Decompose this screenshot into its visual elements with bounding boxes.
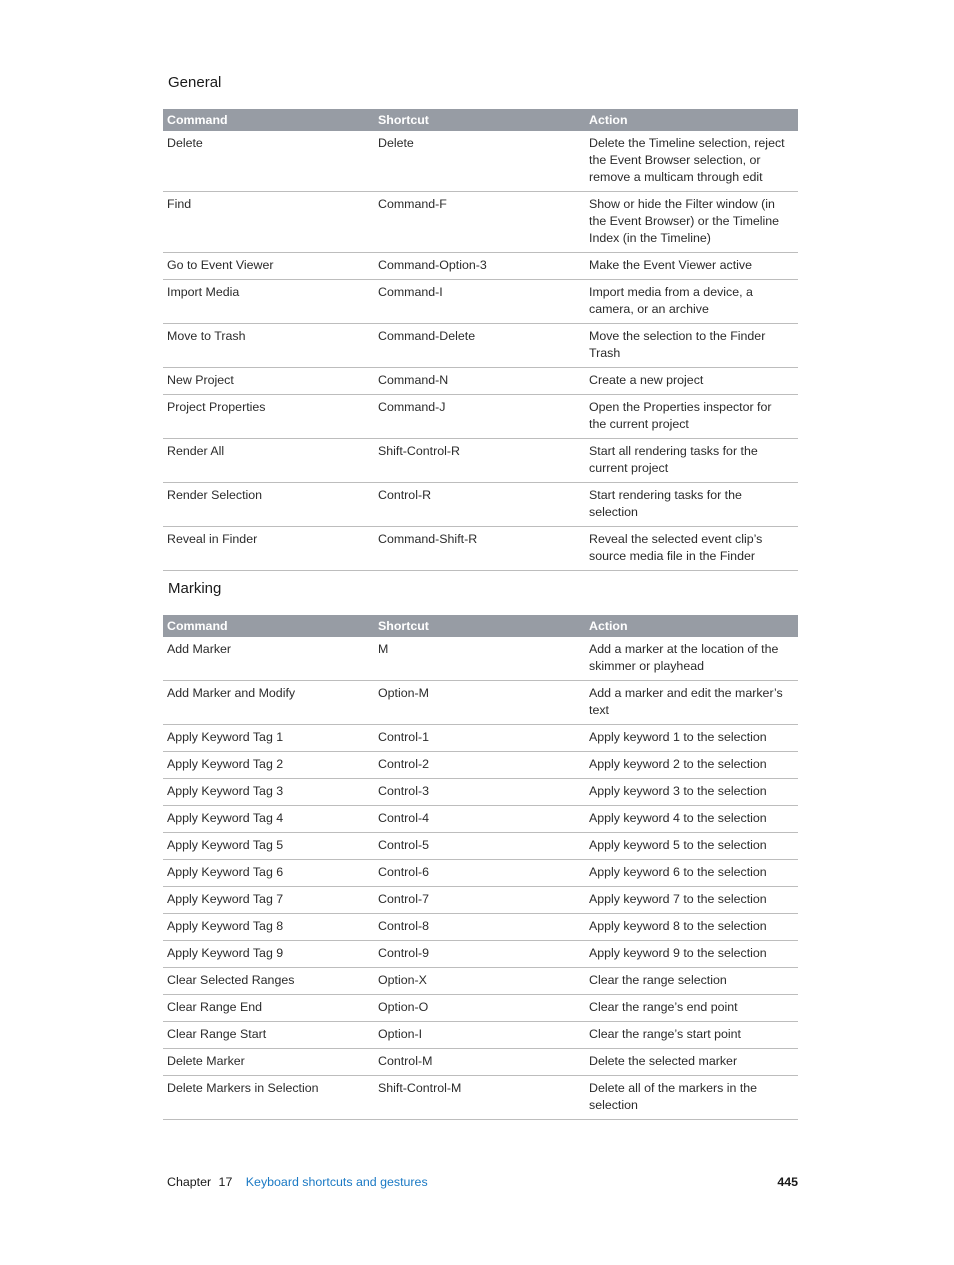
table-row [163,779,798,806]
table-row [163,681,798,725]
column-header-shortcut: Shortcut [374,615,585,637]
table-row [163,439,798,483]
command-cell: Apply Keyword Tag 8 [163,914,374,941]
action-cell: Apply keyword 5 to the selection [585,833,798,860]
marking-section [163,578,798,1120]
action-cell: Apply keyword 3 to the selection [585,779,798,806]
shortcut-cell: Control-7 [374,887,585,914]
action-cell: Apply keyword 2 to the selection [585,752,798,779]
shortcut-cell: Control-8 [374,914,585,941]
general-table-body [163,131,798,571]
general-section [163,72,798,571]
command-cell: Apply Keyword Tag 1 [163,725,374,752]
table-row [163,280,798,324]
action-cell: Start all rendering tasks for the current project [585,439,798,483]
chapter-title-link[interactable]: Keyboard shortcuts and gestures [245,1175,428,1189]
command-cell: Apply Keyword Tag 7 [163,887,374,914]
shortcut-cell: Shift-Control-R [374,439,585,483]
table-row [163,914,798,941]
action-cell: Apply keyword 9 to the selection [585,941,798,968]
command-cell: Delete Markers in Selection [163,1076,374,1120]
shortcut-cell: Command-N [374,368,585,395]
shortcut-cell: Control-5 [374,833,585,860]
action-cell: Apply keyword 7 to the selection [585,887,798,914]
action-cell: Move the selection to the Finder Trash [585,324,798,368]
action-cell: Show or hide the Filter window (in the Event Browser) or the Timeline Index (in the Timeline) [585,192,798,253]
action-cell: Open the Properties inspector for the current project [585,395,798,439]
table-row [163,887,798,914]
shortcut-cell: Command-Shift-R [374,527,585,571]
command-cell: Apply Keyword Tag 4 [163,806,374,833]
command-cell: Apply Keyword Tag 9 [163,941,374,968]
table-row [163,1049,798,1076]
table-row [163,860,798,887]
shortcut-cell: Command-F [374,192,585,253]
command-cell: Delete Marker [163,1049,374,1076]
action-cell: Apply keyword 6 to the selection [585,860,798,887]
marking-shortcuts-table [163,615,798,1120]
shortcut-cell: Command-J [374,395,585,439]
shortcut-cell: Control-6 [374,860,585,887]
table-header-row [163,109,798,131]
table-row [163,368,798,395]
command-cell: Delete [163,131,374,192]
shortcut-cell: Shift-Control-M [374,1076,585,1120]
command-cell: Apply Keyword Tag 6 [163,860,374,887]
action-cell: Add a marker at the location of the skimmer or playhead [585,637,798,681]
command-cell: Import Media [163,280,374,324]
action-cell: Add a marker and edit the marker’s text [585,681,798,725]
shortcut-cell: Control-4 [374,806,585,833]
command-cell: Go to Event Viewer [163,253,374,280]
section-title: General [168,74,222,91]
action-cell: Apply keyword 4 to the selection [585,806,798,833]
shortcut-cell: Control-1 [374,725,585,752]
table-row [163,968,798,995]
action-cell: Import media from a device, a camera, or an archive [585,280,798,324]
table-row [163,833,798,860]
action-cell: Apply keyword 8 to the selection [585,914,798,941]
column-header-shortcut: Shortcut [374,109,585,131]
command-cell: Apply Keyword Tag 5 [163,833,374,860]
command-cell: Find [163,192,374,253]
command-cell: New Project [163,368,374,395]
shortcut-cell: Control-3 [374,779,585,806]
action-cell: Clear the range’s end point [585,995,798,1022]
table-row [163,637,798,681]
marking-table-body [163,637,798,1120]
table-row [163,192,798,253]
table-row [163,253,798,280]
table-header-row [163,615,798,637]
shortcut-cell: M [374,637,585,681]
action-cell: Clear the range’s start point [585,1022,798,1049]
shortcut-cell: Option-O [374,995,585,1022]
table-row [163,725,798,752]
action-cell: Reveal the selected event clip’s source media file in the Finder [585,527,798,571]
table-row [163,941,798,968]
command-cell: Clear Range Start [163,1022,374,1049]
command-cell: Clear Range End [163,995,374,1022]
chapter-label: Chapter [167,1175,212,1189]
shortcut-cell: Command-I [374,280,585,324]
table-row [163,527,798,571]
table-row [163,806,798,833]
table-row [163,131,798,192]
table-row [163,395,798,439]
action-cell: Start rendering tasks for the selection [585,483,798,527]
command-cell: Reveal in Finder [163,527,374,571]
page-footer [167,1172,798,1192]
table-row [163,995,798,1022]
command-cell: Apply Keyword Tag 3 [163,779,374,806]
chapter-number: 17 [218,1175,233,1189]
page-number: 445 [777,1175,798,1189]
command-cell: Project Properties [163,395,374,439]
action-cell: Delete the selected marker [585,1049,798,1076]
shortcut-cell: Control-9 [374,941,585,968]
column-header-command: Command [163,109,374,131]
column-header-command: Command [163,615,374,637]
action-cell: Delete all of the markers in the selection [585,1076,798,1120]
shortcut-cell: Option-M [374,681,585,725]
shortcut-cell: Control-M [374,1049,585,1076]
shortcut-cell: Option-I [374,1022,585,1049]
command-cell: Add Marker [163,637,374,681]
table-row [163,324,798,368]
action-cell: Create a new project [585,368,798,395]
table-row [163,483,798,527]
shortcut-cell: Command-Option-3 [374,253,585,280]
column-header-action: Action [585,109,798,131]
action-cell: Clear the range selection [585,968,798,995]
command-cell: Clear Selected Ranges [163,968,374,995]
shortcut-cell: Option-X [374,968,585,995]
general-shortcuts-table [163,109,798,571]
shortcut-cell: Command-Delete [374,324,585,368]
table-row [163,1022,798,1049]
command-cell: Render All [163,439,374,483]
section-title: Marking [168,580,222,597]
column-header-action: Action [585,615,798,637]
action-cell: Delete the Timeline selection, reject the Event Browser selection, or remove a multicam through edit [585,131,798,192]
command-cell: Move to Trash [163,324,374,368]
command-cell: Add Marker and Modify [163,681,374,725]
shortcut-cell: Delete [374,131,585,192]
table-row [163,752,798,779]
action-cell: Make the Event Viewer active [585,253,798,280]
table-row [163,1076,798,1120]
command-cell: Render Selection [163,483,374,527]
action-cell: Apply keyword 1 to the selection [585,725,798,752]
shortcut-cell: Control-R [374,483,585,527]
command-cell: Apply Keyword Tag 2 [163,752,374,779]
shortcut-cell: Control-2 [374,752,585,779]
